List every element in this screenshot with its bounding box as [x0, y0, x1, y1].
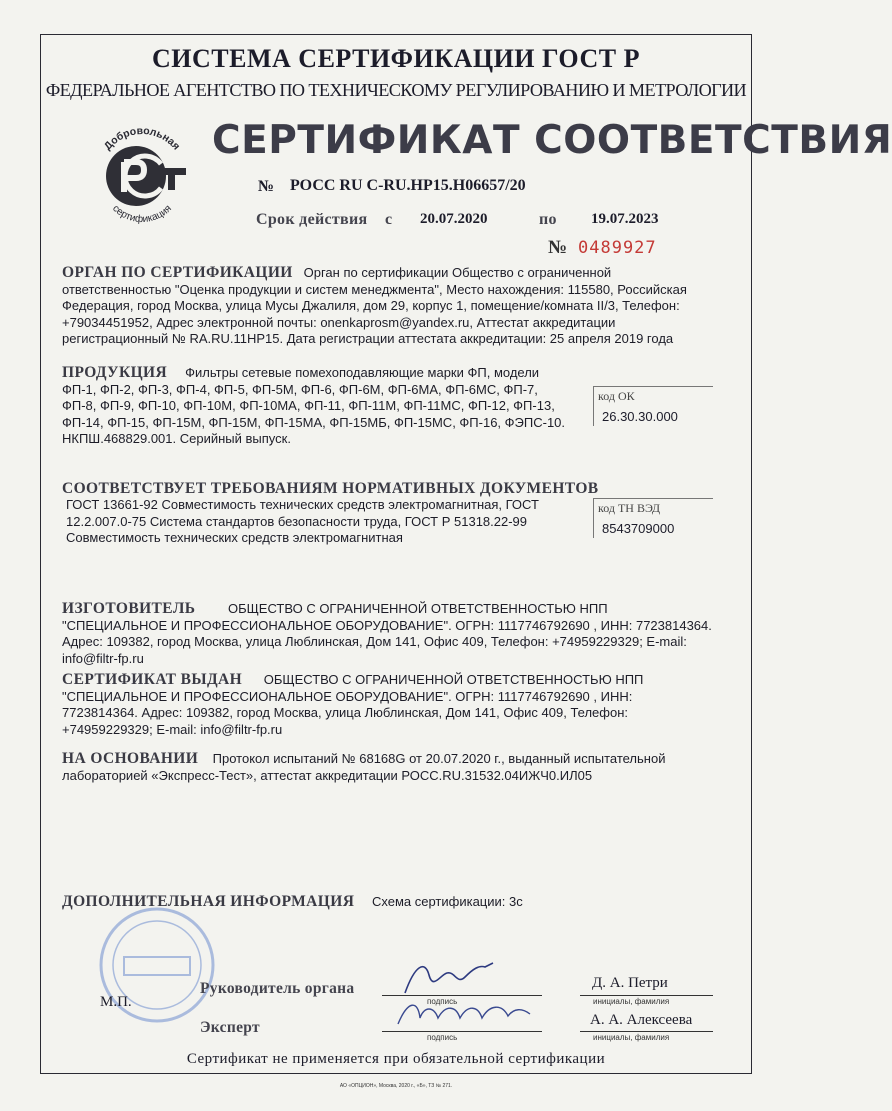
tnved-code-box	[593, 498, 713, 538]
stamp-place-label: М.П.	[100, 994, 132, 1010]
head-sign-line	[382, 995, 542, 996]
norms-label: СООТВЕТСТВУЕТ ТРЕБОВАНИЯМ НОРМАТИВНЫХ ДОКУМЕНТОВ	[62, 480, 599, 497]
blank-number: 0489927	[578, 238, 657, 258]
head-name-caption: инициалы, фамилия	[593, 997, 670, 1006]
expert-sign-caption: подпись	[427, 1033, 458, 1042]
validity-from-label: с	[385, 211, 393, 228]
product-label: ПРОДУКЦИЯ	[62, 364, 168, 381]
head-name: Д. А. Петри	[592, 975, 668, 991]
expert-label: Эксперт	[200, 1019, 260, 1036]
product-text: Фильтры сетевые помехоподавляющие марки ФП, модели ФП-1, ФП-2, ФП-3, ФП-4, ФП-5, ФП-5М, ФП-6, ФП-6М, ФП-6МА, ФП-6МС, ФП-7, ФП-8, ФП-9, ФП-10, ФП-10М, ФП-10МА, ФП-11, ФП-11М, ФП-11МС, ФП-12, ФП-13, ФП-14, ФП-15, ФП-15М, ФП-15М, ФП-15МА, ФП-15МБ, ФП-15МС, ФП-16, ФЭПС-10. НКПШ.468829.001. Серийный выпуск.	[62, 365, 566, 446]
footer-note: Сертификат не применяется при обязательной сертификации	[186, 1051, 606, 1067]
head-sign-caption: подпись	[427, 997, 458, 1006]
manufacturer-label: ИЗГОТОВИТЕЛЬ	[62, 600, 196, 617]
norms-text: ГОСТ 13661-92 Совместимость технических средств электромагнитная, ГОСТ 12.2.007.0-75 Система стандартов безопасности труда, ГОСТ Р 51318.22-99 Совместимость технических средств электромагнитная	[66, 497, 539, 545]
logo-top-text: Добровольная	[101, 124, 183, 153]
issued-section	[62, 672, 702, 738]
expert-signature	[390, 992, 540, 1032]
expert-name-caption: инициалы, фамилия	[593, 1033, 670, 1042]
basis-label: НА ОСНОВАНИИ	[62, 750, 199, 767]
stamp-graphic	[62, 905, 222, 1030]
organ-stamp	[62, 905, 222, 1030]
certificate-number: РОСС RU C-RU.НР15.Н06657/20	[290, 177, 526, 194]
issued-text: ОБЩЕСТВО С ОГРАНИЧЕННОЙ ОТВЕТСТВЕННОСТЬЮ НПП "СПЕЦИАЛЬНОЕ И ПРОФЕССИОНАЛЬНОЕ ОБОРУДОВАНИЕ". ОГРН: 1117746792690 , ИНН: 7723814364. Адрес: 109382, город Москва, улица Люблинская, Дом 141, Офис 409, Телефон: +74959229329; E-mail: info@filtr-fp.ru	[62, 672, 644, 737]
head-label: Руководитель органа	[200, 980, 355, 997]
organ-text: Орган по сертификации Общество с ограниченной ответственностью "Оценка продукции и систем менеджмента", Место нахождения: 115580, Российская Федерация, город Москва, улица Мусы Джалиля, дом 29, корпус 1, помещение/комната II/3, Телефон: +79034451952, Адрес электронной почты: onenkaprosm@yandex.ru, Аттестат аккредитации регистрационный № RA.RU.11НР15. Дата регистрации аттестата аккредитации: 25 апреля 2019 года	[62, 265, 687, 346]
basis-section	[62, 751, 702, 784]
number-sign: №	[258, 178, 275, 195]
manufacturer-text: ОБЩЕСТВО С ОГРАНИЧЕННОЙ ОТВЕТСТВЕННОСТЬЮ НПП "СПЕЦИАЛЬНОЕ И ПРОФЕССИОНАЛЬНОЕ ОБОРУДОВАНИЕ". ОГРН: 1117746792690 , ИНН: 7723814364. Адрес: 109382, город Москва, улица Люблинская, Дом 141, Офис 409, Телефон: +74959229329; E-mail: info@filtr-fp.ru	[62, 601, 712, 666]
gost-r-logo	[86, 118, 198, 228]
expert-sign-line	[382, 1031, 542, 1032]
issued-label: СЕРТИФИКАТ ВЫДАН	[62, 671, 243, 688]
basis-text: Протокол испытаний № 68168G от 20.07.2020 г., выданный испытательной лабораторией «Экспресс-Тест», аттестат аккредитации РОСС.RU.31532.04ИЖЧ0.ИЛ05	[62, 751, 666, 783]
validity-from-date: 20.07.2020	[420, 211, 488, 227]
organ-label: ОРГАН ПО СЕРТИФИКАЦИИ	[62, 264, 293, 281]
expert-name-line	[580, 1031, 713, 1032]
expert-name: А. А. Алексеева	[590, 1012, 693, 1028]
logo-graphic	[86, 118, 198, 228]
validity-label: Срок действия	[256, 211, 368, 228]
okpd-code-box	[593, 386, 713, 426]
certificate-title: СЕРТИФИКАТ СООТВЕТСТВИЯ	[212, 118, 892, 163]
head-name-line	[580, 995, 713, 996]
blank-number-sign: №	[548, 237, 568, 258]
okpd-code-value: 26.30.30.000	[602, 409, 678, 424]
extra-label: ДОПОЛНИТЕЛЬНАЯ ИНФОРМАЦИЯ	[62, 893, 355, 910]
okpd-code-label: код ОК	[598, 389, 635, 403]
extra-text: Схема сертификации: 3с	[372, 894, 523, 909]
validity-to-label: по	[539, 211, 557, 228]
tnved-code-label: код ТН ВЭД	[598, 501, 661, 515]
manufacturer-section	[62, 601, 712, 667]
agency-title: ФЕДЕРАЛЬНОЕ АГЕНТСТВО ПО ТЕХНИЧЕСКОМУ РЕГУЛИРОВАНИЮ И МЕТРОЛОГИИ	[45, 80, 747, 100]
system-title: СИСТЕМА СЕРТИФИКАЦИИ ГОСТ Р	[152, 44, 640, 73]
product-section	[62, 365, 570, 448]
organ-section	[62, 265, 712, 348]
logo-bottom-text: сертификация	[110, 203, 174, 226]
printer-info: АО «ОПЦИОН», Москва, 2020 г., «Б», ТЗ № 271.	[339, 1083, 453, 1089]
tnved-code-value: 8543709000	[602, 521, 675, 536]
validity-to-date: 19.07.2023	[591, 211, 659, 227]
